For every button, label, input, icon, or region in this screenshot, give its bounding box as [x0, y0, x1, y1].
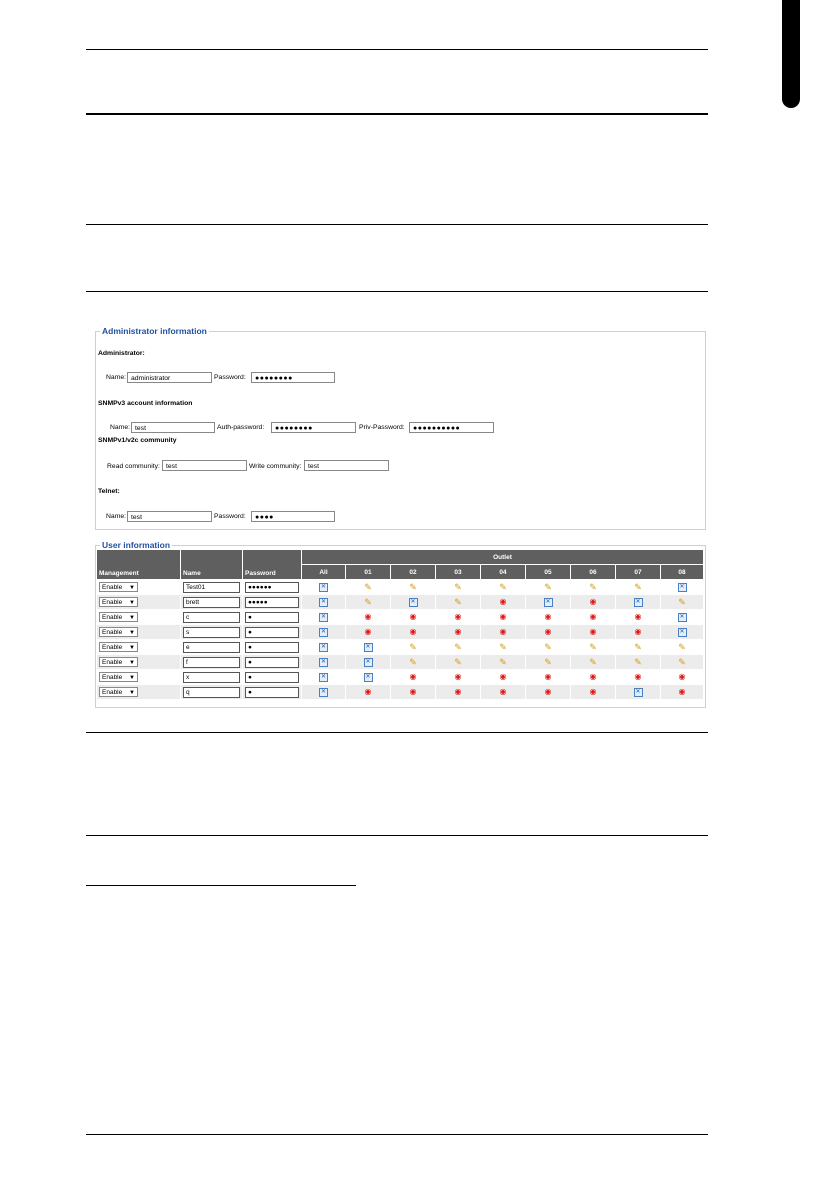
- view-icon[interactable]: ◉: [454, 612, 462, 621]
- rule-3: [86, 732, 708, 733]
- deny-icon[interactable]: ✕: [635, 688, 641, 695]
- permission-cell: [616, 670, 661, 685]
- admin-name-input[interactable]: administrator: [127, 372, 212, 383]
- name-header: Name: [181, 550, 243, 580]
- rule-1: [86, 224, 708, 225]
- name-cell: [181, 595, 243, 610]
- management-select-value: Enable: [102, 629, 123, 636]
- snmpv3-name-input[interactable]: test: [131, 422, 215, 433]
- permission-cell: [571, 640, 616, 655]
- permission-cell: [571, 580, 616, 595]
- permission-cell: [302, 610, 346, 625]
- telnet-name-input[interactable]: test: [127, 511, 212, 522]
- edit-icon[interactable]: ✎: [409, 641, 417, 652]
- password-cell: [243, 655, 302, 670]
- name-cell: [181, 685, 243, 700]
- view-icon[interactable]: ◉: [499, 672, 507, 681]
- permission-cell: [526, 655, 571, 670]
- view-icon[interactable]: ◉: [499, 627, 507, 636]
- edit-icon[interactable]: ✎: [454, 581, 462, 592]
- chevron-down-icon: ▼: [129, 690, 135, 696]
- chapter-tab-mark: [782, 0, 800, 108]
- deny-icon[interactable]: ✕: [635, 598, 641, 605]
- outlet-col-header: 07: [616, 565, 661, 580]
- deny-icon[interactable]: ✕: [545, 598, 551, 605]
- admin-name-label: Name:: [106, 374, 127, 381]
- edit-icon[interactable]: ✎: [454, 596, 462, 607]
- deny-icon[interactable]: ✕: [679, 583, 685, 590]
- user-name-input[interactable]: q: [183, 687, 240, 698]
- deny-icon[interactable]: ✕: [410, 598, 416, 605]
- deny-icon[interactable]: ✕: [320, 583, 327, 590]
- edit-icon[interactable]: ✎: [454, 641, 462, 652]
- write-community-input[interactable]: test: [304, 460, 389, 471]
- view-icon[interactable]: ◉: [589, 687, 597, 696]
- edit-icon[interactable]: ✎: [544, 656, 552, 667]
- management-select-value: Enable: [102, 599, 123, 606]
- user-password-input[interactable]: ●●●●●●: [245, 582, 299, 593]
- permission-cell: [481, 610, 526, 625]
- user-row: [97, 580, 704, 595]
- password-cell: [243, 670, 302, 685]
- deny-icon[interactable]: ✕: [365, 643, 371, 650]
- outlet-col-header: 04: [481, 565, 526, 580]
- password-header: Password: [243, 550, 302, 580]
- management-select-value: Enable: [102, 614, 123, 621]
- user-name-input[interactable]: brett: [183, 597, 240, 608]
- edit-icon[interactable]: ✎: [499, 641, 507, 652]
- view-icon[interactable]: ◉: [364, 627, 372, 636]
- view-icon[interactable]: ◉: [544, 687, 552, 696]
- name-cell: [181, 655, 243, 670]
- permission-cell: [616, 595, 661, 610]
- view-icon[interactable]: ◉: [409, 612, 417, 621]
- outlet-col-header: 01: [346, 565, 391, 580]
- management-cell: [97, 655, 181, 670]
- permission-cell: [481, 655, 526, 670]
- deny-icon[interactable]: ✕: [320, 658, 327, 665]
- permission-cell: [436, 580, 481, 595]
- chevron-down-icon: ▼: [129, 630, 135, 636]
- management-cell: [97, 610, 181, 625]
- outlet-header: Outlet: [302, 550, 704, 565]
- permission-cell: [481, 670, 526, 685]
- user-name-input[interactable]: c: [183, 612, 240, 623]
- user-row: [97, 595, 704, 610]
- permission-cell: [391, 625, 436, 640]
- user-name-input[interactable]: e: [183, 642, 240, 653]
- permission-cell: [571, 595, 616, 610]
- user-password-input[interactable]: ●: [245, 627, 299, 638]
- section-rule: [86, 113, 708, 115]
- edit-icon[interactable]: ✎: [589, 641, 597, 652]
- management-select-value: Enable: [102, 674, 123, 681]
- deny-icon[interactable]: ✕: [679, 628, 685, 635]
- user-password-input[interactable]: ●: [245, 687, 299, 698]
- management-cell: [97, 670, 181, 685]
- password-cell: [243, 640, 302, 655]
- edit-icon[interactable]: ✎: [409, 581, 417, 592]
- chevron-down-icon: ▼: [129, 615, 135, 621]
- read-community-label: Read community:: [107, 463, 160, 470]
- view-icon[interactable]: ◉: [499, 687, 507, 696]
- outlet-col-header: 08: [661, 565, 704, 580]
- edit-icon[interactable]: ✎: [364, 581, 372, 592]
- read-community-input[interactable]: test: [162, 460, 247, 471]
- deny-icon[interactable]: ✕: [320, 628, 327, 635]
- view-icon[interactable]: ◉: [589, 627, 597, 636]
- edit-icon[interactable]: ✎: [364, 596, 372, 607]
- user-row: [97, 670, 704, 685]
- permission-cell: [616, 580, 661, 595]
- permission-cell: [481, 625, 526, 640]
- view-icon[interactable]: ◉: [589, 597, 597, 606]
- deny-icon[interactable]: ✕: [320, 598, 327, 605]
- outlet-col-header: 05: [526, 565, 571, 580]
- name-cell: [181, 580, 243, 595]
- permission-cell: [346, 580, 391, 595]
- permission-cell: [302, 640, 346, 655]
- view-icon[interactable]: ◉: [409, 627, 417, 636]
- management-select-value: Enable: [102, 659, 123, 666]
- view-icon[interactable]: ◉: [634, 672, 642, 681]
- permission-cell: [436, 685, 481, 700]
- name-cell: [181, 640, 243, 655]
- permission-cell: [302, 685, 346, 700]
- permission-cell: [346, 595, 391, 610]
- user-name-input[interactable]: x: [183, 672, 240, 683]
- permission-cell: [302, 595, 346, 610]
- page-rule-top: [86, 49, 708, 50]
- permission-cell: [436, 655, 481, 670]
- permission-cell: [526, 670, 571, 685]
- priv-password-input[interactable]: ●●●●●●●●●●: [409, 422, 494, 433]
- management-cell: [97, 580, 181, 595]
- permission-cell: [526, 595, 571, 610]
- password-cell: [243, 610, 302, 625]
- telnet-password-label: Password:: [214, 513, 246, 520]
- permission-cell: [436, 640, 481, 655]
- deny-icon[interactable]: ✕: [320, 673, 327, 680]
- chevron-down-icon: ▼: [129, 675, 135, 681]
- management-select-value: Enable: [102, 689, 123, 696]
- permission-cell: [571, 655, 616, 670]
- rule-2: [86, 291, 708, 292]
- name-cell: [181, 610, 243, 625]
- permission-cell: [661, 610, 704, 625]
- permission-cell: [346, 655, 391, 670]
- view-icon[interactable]: ◉: [589, 612, 597, 621]
- user-row: [97, 685, 704, 700]
- permission-cell: [616, 640, 661, 655]
- permission-cell: [661, 625, 704, 640]
- permission-cell: [661, 670, 704, 685]
- password-cell: [243, 625, 302, 640]
- view-icon[interactable]: ◉: [364, 612, 372, 621]
- password-cell: [243, 595, 302, 610]
- permission-cell: [481, 685, 526, 700]
- edit-icon[interactable]: ✎: [499, 581, 507, 592]
- permission-cell: [346, 685, 391, 700]
- permission-cell: [436, 595, 481, 610]
- user-legend: User information: [102, 540, 171, 550]
- telnet-heading: Telnet:: [98, 488, 120, 495]
- permission-cell: [481, 580, 526, 595]
- management-select[interactable]: [99, 627, 138, 637]
- permission-cell: [346, 625, 391, 640]
- view-icon[interactable]: ◉: [499, 612, 507, 621]
- permission-cell: [526, 580, 571, 595]
- deny-icon[interactable]: ✕: [320, 613, 327, 620]
- permission-cell: [571, 610, 616, 625]
- permission-cell: [346, 640, 391, 655]
- name-cell: [181, 625, 243, 640]
- permission-cell: [661, 640, 704, 655]
- deny-icon[interactable]: ✕: [365, 658, 371, 665]
- view-icon[interactable]: ◉: [544, 612, 552, 621]
- administrator-heading: Administrator:: [98, 350, 145, 357]
- user-password-input[interactable]: ●●●●●: [245, 597, 299, 608]
- permission-cell: [661, 685, 704, 700]
- chevron-down-icon: ▼: [129, 660, 135, 666]
- user-row: [97, 640, 704, 655]
- view-icon[interactable]: ◉: [678, 672, 686, 681]
- permission-cell: [571, 625, 616, 640]
- edit-icon[interactable]: ✎: [634, 641, 642, 652]
- management-cell: [97, 685, 181, 700]
- edit-icon[interactable]: ✎: [409, 656, 417, 667]
- view-icon[interactable]: ◉: [544, 627, 552, 636]
- management-cell: [97, 640, 181, 655]
- page-rule-bottom: [86, 1134, 708, 1135]
- auth-password-input[interactable]: ●●●●●●●●: [271, 422, 356, 433]
- permission-cell: [302, 670, 346, 685]
- management-select-value: Enable: [102, 584, 123, 591]
- view-icon[interactable]: ◉: [678, 687, 686, 696]
- deny-icon[interactable]: ✕: [365, 673, 371, 680]
- edit-icon[interactable]: ✎: [678, 641, 686, 652]
- chevron-down-icon: ▼: [129, 600, 135, 606]
- password-cell: [243, 580, 302, 595]
- user-name-input[interactable]: f: [183, 657, 240, 668]
- permission-cell: [391, 685, 436, 700]
- outlet-col-header: All: [302, 565, 346, 580]
- deny-icon[interactable]: ✕: [320, 688, 327, 695]
- permission-cell: [571, 670, 616, 685]
- view-icon[interactable]: ◉: [544, 672, 552, 681]
- permission-cell: [302, 580, 346, 595]
- permission-cell: [661, 580, 704, 595]
- permission-cell: [526, 685, 571, 700]
- permission-cell: [391, 670, 436, 685]
- edit-icon[interactable]: ✎: [544, 641, 552, 652]
- permission-cell: [661, 595, 704, 610]
- edit-icon[interactable]: ✎: [634, 656, 642, 667]
- permission-cell: [616, 625, 661, 640]
- view-icon[interactable]: ◉: [409, 687, 417, 696]
- management-header: Management: [97, 550, 181, 580]
- view-icon[interactable]: ◉: [589, 672, 597, 681]
- rule-4: [86, 835, 708, 836]
- snmpv1-heading: SNMPv1/v2c community: [98, 437, 177, 444]
- snmpv3-name-label: Name:: [110, 424, 131, 431]
- auth-password-label: Auth-password:: [217, 424, 265, 431]
- permission-cell: [526, 610, 571, 625]
- permission-cell: [302, 655, 346, 670]
- password-cell: [243, 685, 302, 700]
- outlet-col-header: 06: [571, 565, 616, 580]
- user-row: [97, 625, 704, 640]
- user-row: [97, 655, 704, 670]
- management-select[interactable]: [99, 582, 138, 592]
- permission-cell: [436, 610, 481, 625]
- edit-icon[interactable]: ✎: [634, 581, 642, 592]
- deny-icon[interactable]: ✕: [320, 643, 327, 650]
- outlet-col-header: 03: [436, 565, 481, 580]
- permission-cell: [391, 640, 436, 655]
- user-password-input[interactable]: ●: [245, 612, 299, 623]
- edit-icon[interactable]: ✎: [589, 656, 597, 667]
- permission-cell: [436, 670, 481, 685]
- permission-cell: [571, 685, 616, 700]
- permission-cell: [436, 625, 481, 640]
- view-icon[interactable]: ◉: [454, 687, 462, 696]
- edit-icon[interactable]: ✎: [499, 656, 507, 667]
- management-select[interactable]: [99, 672, 138, 682]
- permission-cell: [481, 595, 526, 610]
- telnet-name-label: Name:: [106, 513, 127, 520]
- admin-password-input[interactable]: ●●●●●●●●: [251, 372, 335, 383]
- admin-legend: Administrator information: [102, 326, 207, 336]
- edit-icon[interactable]: ✎: [678, 656, 686, 667]
- view-icon[interactable]: ◉: [634, 627, 642, 636]
- view-icon[interactable]: ◉: [499, 597, 507, 606]
- permission-cell: [616, 610, 661, 625]
- chevron-down-icon: ▼: [129, 585, 135, 591]
- permission-cell: [391, 610, 436, 625]
- user-row: [97, 610, 704, 625]
- management-select-value: Enable: [102, 644, 123, 651]
- permission-cell: [391, 655, 436, 670]
- chevron-down-icon: ▼: [129, 645, 135, 651]
- name-cell: [181, 670, 243, 685]
- view-icon[interactable]: ◉: [454, 627, 462, 636]
- edit-icon[interactable]: ✎: [589, 581, 597, 592]
- snmpv3-heading: SNMPv3 account information: [98, 400, 193, 407]
- view-icon[interactable]: ◉: [409, 672, 417, 681]
- edit-icon[interactable]: ✎: [544, 581, 552, 592]
- admin-password-label: Password:: [214, 374, 246, 381]
- priv-password-label: Priv-Password:: [359, 424, 405, 431]
- telnet-password-input[interactable]: ●●●●: [251, 511, 335, 522]
- underline-rule: [86, 885, 356, 886]
- permission-cell: [481, 640, 526, 655]
- permission-cell: [616, 685, 661, 700]
- permission-cell: [391, 595, 436, 610]
- management-select[interactable]: [99, 597, 138, 607]
- view-icon[interactable]: ◉: [454, 672, 462, 681]
- management-cell: [97, 595, 181, 610]
- permission-cell: [526, 640, 571, 655]
- permission-cell: [346, 670, 391, 685]
- deny-icon[interactable]: ✕: [679, 613, 685, 620]
- edit-icon[interactable]: ✎: [678, 596, 686, 607]
- permission-cell: [302, 625, 346, 640]
- permission-cell: [346, 610, 391, 625]
- outlet-col-header: 02: [391, 565, 436, 580]
- user-permissions-table: [96, 549, 704, 700]
- management-select[interactable]: [99, 687, 138, 697]
- permission-cell: [661, 655, 704, 670]
- user-name-input[interactable]: Test01: [183, 582, 240, 593]
- permission-cell: [616, 655, 661, 670]
- permission-cell: [526, 625, 571, 640]
- management-select[interactable]: [99, 612, 138, 622]
- write-community-label: Write community:: [249, 463, 302, 470]
- user-name-input[interactable]: s: [183, 627, 240, 638]
- management-cell: [97, 625, 181, 640]
- view-icon[interactable]: ◉: [634, 612, 642, 621]
- user-password-input[interactable]: ●: [245, 657, 299, 668]
- view-icon[interactable]: ◉: [364, 687, 372, 696]
- management-select[interactable]: [99, 657, 138, 667]
- administrator-information-panel: [95, 326, 706, 530]
- management-select[interactable]: [99, 642, 138, 652]
- user-password-input[interactable]: ●: [245, 642, 299, 653]
- user-password-input[interactable]: ●: [245, 672, 299, 683]
- edit-icon[interactable]: ✎: [454, 656, 462, 667]
- permission-cell: [391, 580, 436, 595]
